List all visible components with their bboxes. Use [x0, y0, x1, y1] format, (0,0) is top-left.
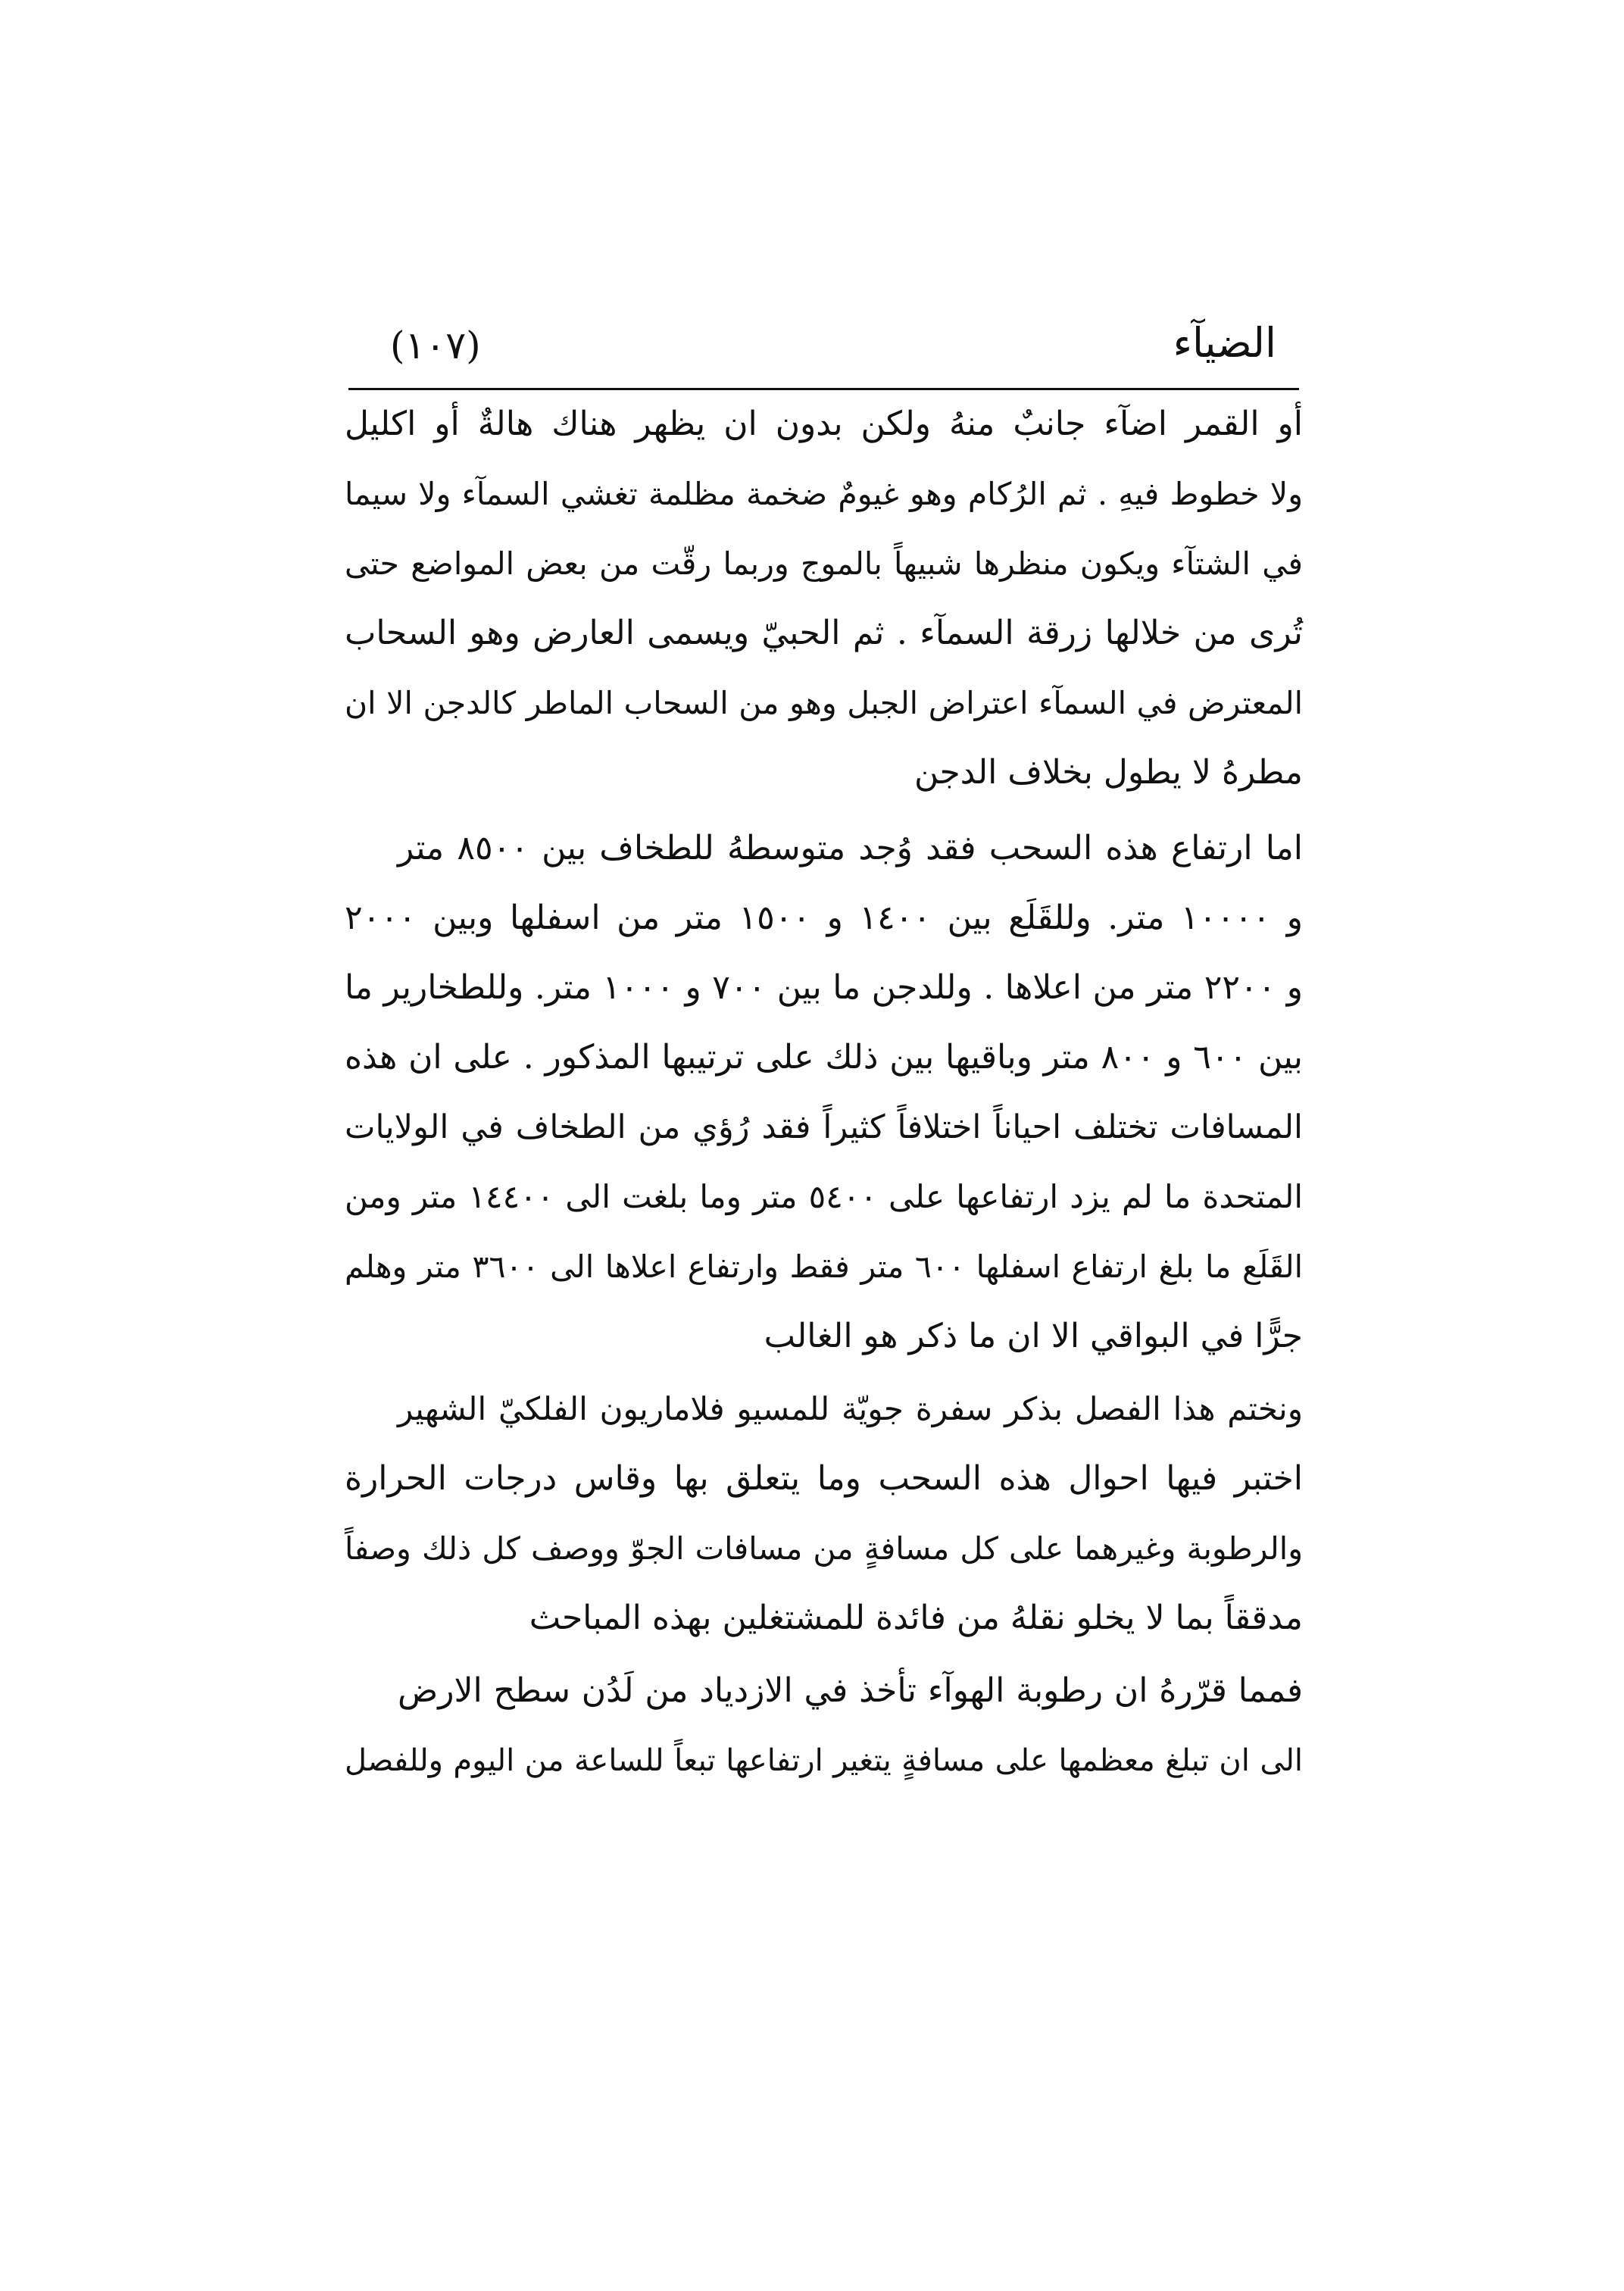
text-line: أو القمر اضآء جانبٌ منهُ ولكن بدون ان يظهر هناك هالةٌ أو اكليل: [345, 405, 1303, 443]
text-line: المسافات تختلف احياناً اختلافاً كثيراً فقد رُؤي من الطخاف في الولايات: [345, 1108, 1303, 1146]
page-number: (١٠٧): [390, 323, 481, 367]
text-line: و ١٠٠٠٠ متر. وللقَلَع بين ١٤٠٠ و ١٥٠٠ متر من اسفلها وبين ٢٠٠٠: [345, 899, 1303, 937]
text-line: بين ٦٠٠ و ٨٠٠ متر وباقيها بين ذلك على ترتيبها المذكور . على ان هذه: [345, 1038, 1303, 1077]
text-line: اختبر فيها احوال هذه السحب وما يتعلق بها وقاس درجات الحرارة: [345, 1459, 1303, 1498]
text-line: مدققاً بما لا يخلو نقلهُ من فائدة للمشتغلين بهذه المباحث: [529, 1599, 1303, 1637]
text-line: في الشتآء ويكون منظرها شبيهاً بالموج وربما رقّت من بعض المواضع حتى: [345, 545, 1303, 582]
text-line: تُرى من خلالها زرقة السمآء . ثم الحبيّ ويسمى العارض وهو السحاب: [345, 614, 1303, 652]
text-line: القَلَع ما بلغ ارتفاع اسفلها ٦٠٠ متر فقط وارتفاع اعلاها الى ٣٦٠٠ متر وهلم: [345, 1249, 1304, 1285]
header-rule: [348, 388, 1299, 390]
text-line: مطرهُ لا يطول بخلاف الدجن: [914, 753, 1303, 792]
text-line: المعترض في السمآء اعتراض الجبل وهو من السحاب الماطر كالدجن الا ان: [345, 685, 1303, 721]
body-text: [345, 394, 1303, 2061]
text-line: ونختم هذا الفصل بذكر سفرة جويّة للمسيو فلاماريون الفلكيّ الشهير: [398, 1390, 1303, 1427]
text-line: والرطوبة وغيرهما على كل مسافةٍ من مسافات الجوّ ووصف كل ذلك وصفاً: [345, 1530, 1303, 1567]
text-line: المتحدة ما لم يزد ارتفاعها على ٥٤٠٠ متر وما بلغت الى ١٤٤٠٠ متر ومن: [345, 1178, 1304, 1215]
text-line: و ٢٢٠٠ متر من اعلاها . وللدجن ما بين ٧٠٠ و ١٠٠٠ متر. وللطخارير ما: [345, 968, 1303, 1007]
text-line: ولا خطوط فيهِ . ثم الرُكام وهو غيومٌ ضخمة مظلمة تغشي السمآء ولا سيما: [345, 476, 1303, 512]
text-line: فمما قرّرهُ ان رطوبة الهوآء تأخذ في الازدياد من لَدُن سطح الارض: [398, 1671, 1303, 1710]
text-line: اما ارتفاع هذه السحب فقد وُجد متوسطهُ للطخاف بين ٨٥٠٠ متر: [398, 829, 1304, 867]
text-line: جرًّا في البواقي الا ان ما ذكر هو الغالب: [764, 1317, 1303, 1355]
page-header: [348, 307, 1299, 383]
running-title: الضيآء: [1173, 319, 1276, 367]
text-line: الى ان تبلغ معظمها على مسافةٍ يتغير ارتفاعها تبعاً للساعة من اليوم وللفصل: [345, 1743, 1303, 1778]
